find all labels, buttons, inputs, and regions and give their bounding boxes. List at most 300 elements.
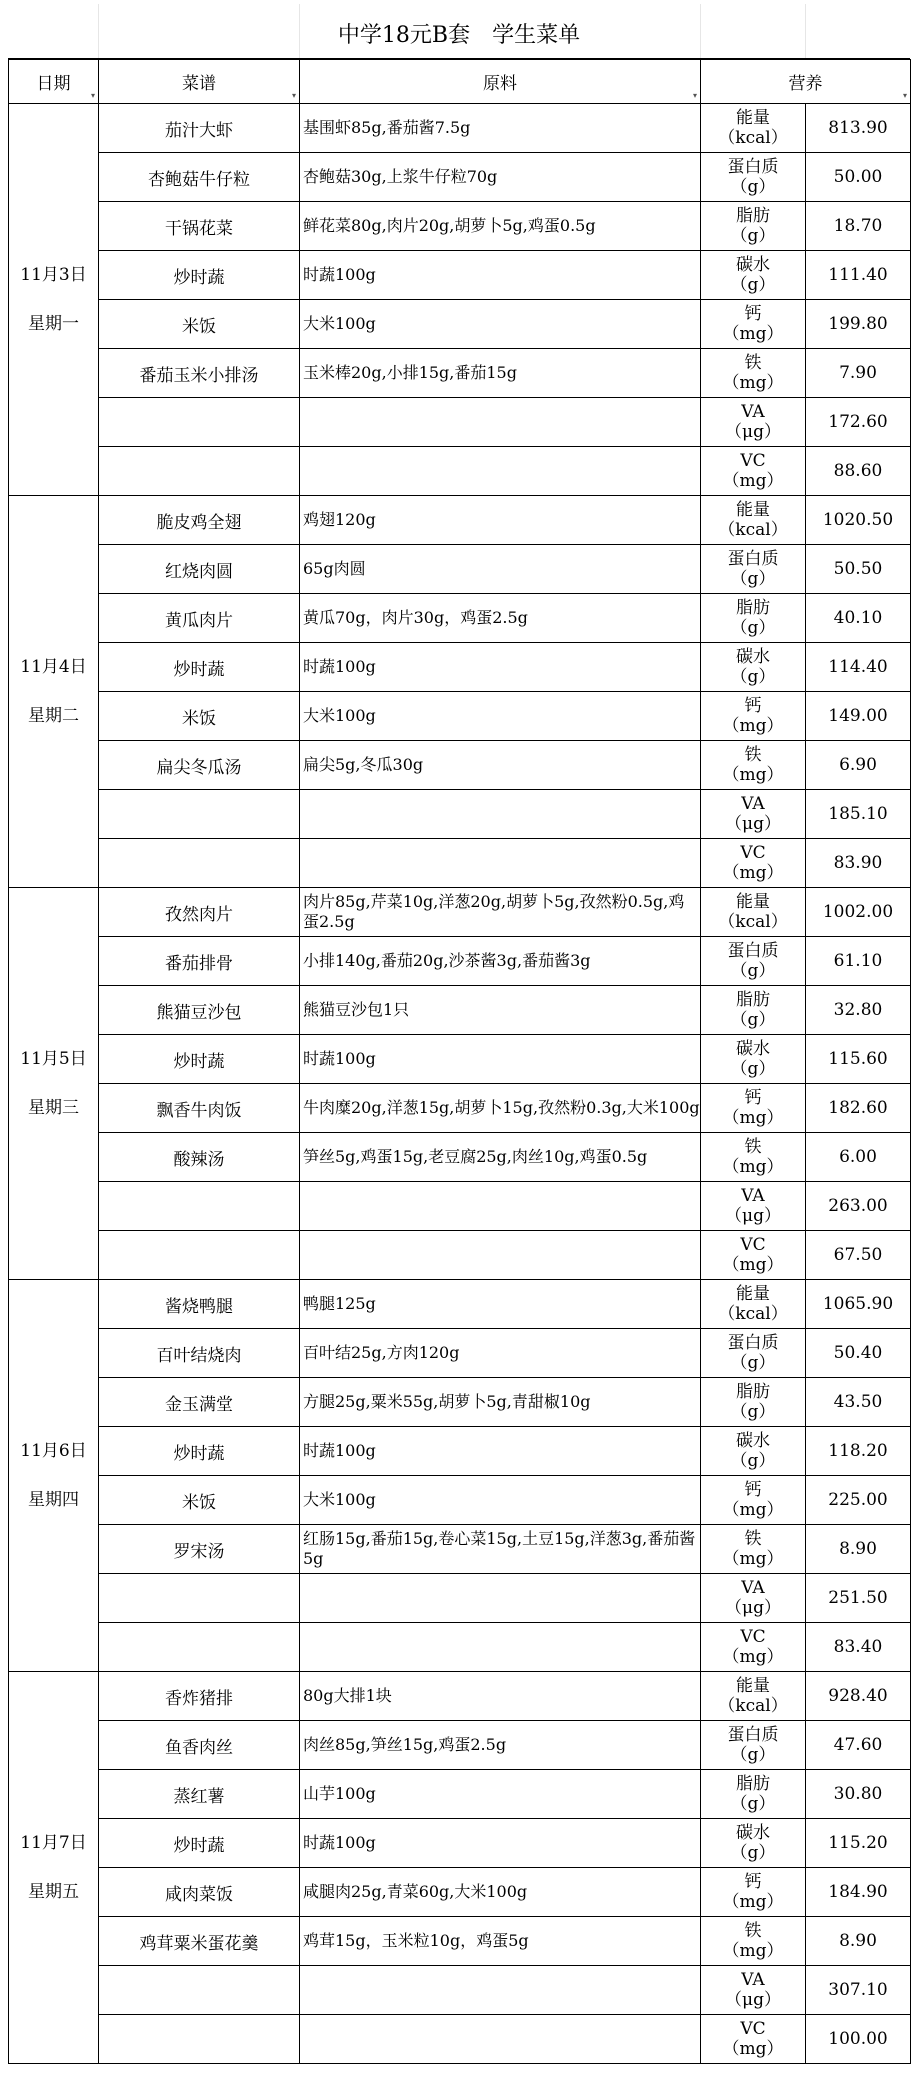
menu-row: [9, 398, 911, 447]
dish-ingredients[interactable]: [300, 1182, 701, 1231]
dish-name[interactable]: 鸡茸粟米蛋花羹: [99, 1917, 300, 1966]
dish-name[interactable]: 茄汁大虾: [99, 104, 300, 153]
nutrient-unit: （g）: [730, 1010, 776, 1030]
menu-row: [9, 153, 911, 202]
nutrient-unit: （mg）: [722, 1255, 784, 1275]
dish-name[interactable]: [99, 398, 300, 447]
dish-name[interactable]: 米饭: [99, 692, 300, 741]
nutrient-unit: （mg）: [722, 716, 784, 736]
nutrient-label[interactable]: [701, 545, 806, 594]
nutrient-value[interactable]: 50.40: [806, 1329, 911, 1378]
menu-row: [9, 1280, 911, 1329]
menu-row: [9, 1035, 911, 1084]
header-nutrition[interactable]: 营养 ▾: [701, 60, 911, 104]
nutrient-value[interactable]: 307.10: [806, 1966, 911, 2015]
nutrient-label[interactable]: [701, 1182, 806, 1231]
dish-name[interactable]: [99, 1574, 300, 1623]
day-date: 11月6日: [20, 1440, 87, 1461]
menu-row: [9, 1966, 911, 2015]
nutrient-value[interactable]: 111.40: [806, 251, 911, 300]
nutrient-name: VC: [740, 1627, 766, 1647]
day-cell[interactable]: [9, 1280, 99, 1672]
nutrient-value[interactable]: 83.40: [806, 1623, 911, 1672]
dish-ingredients[interactable]: 肉片85g,芹菜10g,洋葱20g,胡萝卜5g,孜然粉0.5g,鸡蛋2.5g: [300, 888, 701, 937]
menu-row: [9, 2015, 911, 2064]
nutrient-unit: （g）: [730, 226, 776, 246]
nutrient-unit: （g）: [730, 618, 776, 638]
nutrient-name: 能量: [736, 892, 770, 912]
dish-name[interactable]: 番茄排骨: [99, 937, 300, 986]
nutrient-value[interactable]: 8.90: [806, 1917, 911, 1966]
dish-name[interactable]: 炒时蔬: [99, 1035, 300, 1084]
nutrient-label[interactable]: [701, 153, 806, 202]
dish-name[interactable]: 罗宋汤: [99, 1525, 300, 1574]
nutrient-label[interactable]: [701, 1574, 806, 1623]
nutrient-value[interactable]: 928.40: [806, 1672, 911, 1721]
nutrient-unit: （μg）: [725, 1206, 781, 1226]
dish-name[interactable]: 扁尖冬瓜汤: [99, 741, 300, 790]
dish-ingredients[interactable]: [300, 839, 701, 888]
menu-row: [9, 1182, 911, 1231]
day-date: 11月7日: [20, 1832, 87, 1853]
dish-ingredients[interactable]: 时蔬100g: [300, 643, 701, 692]
dish-name[interactable]: [99, 790, 300, 839]
nutrient-label[interactable]: [701, 1280, 806, 1329]
dish-name[interactable]: 炒时蔬: [99, 1427, 300, 1476]
menu-row: [9, 1770, 911, 1819]
dish-ingredients[interactable]: [300, 398, 701, 447]
nutrient-label[interactable]: [701, 741, 806, 790]
nutrient-label[interactable]: [701, 251, 806, 300]
dish-name[interactable]: 香炸猪排: [99, 1672, 300, 1721]
menu-row: [9, 1623, 911, 1672]
nutrient-unit: （mg）: [722, 373, 784, 393]
menu-row: [9, 888, 911, 937]
nutrient-value[interactable]: 149.00: [806, 692, 911, 741]
nutrient-label[interactable]: [701, 1133, 806, 1182]
nutrient-label[interactable]: [701, 1770, 806, 1819]
menu-row: [9, 1574, 911, 1623]
nutrient-label[interactable]: [701, 104, 806, 153]
nutrient-unit: （mg）: [722, 1549, 784, 1569]
day-date: 11月3日: [20, 264, 87, 285]
dish-name[interactable]: 干锅花菜: [99, 202, 300, 251]
dish-ingredients[interactable]: 红肠15g,番茄15g,卷心菜15g,土豆15g,洋葱3g,番茄酱5g: [300, 1525, 701, 1574]
nutrient-value[interactable]: 114.40: [806, 643, 911, 692]
dish-ingredients[interactable]: 时蔬100g: [300, 1819, 701, 1868]
nutrient-value[interactable]: 18.70: [806, 202, 911, 251]
nutrient-value[interactable]: 185.10: [806, 790, 911, 839]
nutrient-label[interactable]: [701, 1917, 806, 1966]
nutrient-name: 铁: [744, 1529, 762, 1549]
nutrient-label[interactable]: [701, 986, 806, 1035]
nutrient-label[interactable]: [701, 888, 806, 937]
dish-name[interactable]: 酸辣汤: [99, 1133, 300, 1182]
nutrient-label[interactable]: [701, 1035, 806, 1084]
nutrient-unit: （g）: [730, 1402, 776, 1422]
menu-row: [9, 1133, 911, 1182]
nutrient-unit: （mg）: [722, 765, 784, 785]
nutrient-name: 脂肪: [736, 1774, 770, 1794]
nutrient-label[interactable]: [701, 790, 806, 839]
nutrient-value[interactable]: 184.90: [806, 1868, 911, 1917]
dish-name[interactable]: 黄瓜肉片: [99, 594, 300, 643]
dish-ingredients[interactable]: 65g肉圆: [300, 545, 701, 594]
nutrient-name: 铁: [744, 745, 762, 765]
nutrient-value[interactable]: 263.00: [806, 1182, 911, 1231]
dish-ingredients[interactable]: 熊猫豆沙包1只: [300, 986, 701, 1035]
nutrient-value[interactable]: 199.80: [806, 300, 911, 349]
dish-ingredients[interactable]: 杏鲍菇30g,上浆牛仔粒70g: [300, 153, 701, 202]
nutrient-label[interactable]: [701, 1231, 806, 1280]
nutrient-label[interactable]: [701, 1819, 806, 1868]
header-dish[interactable]: 菜谱 ▾: [99, 60, 300, 104]
nutrient-value[interactable]: 7.90: [806, 349, 911, 398]
nutrient-name: VA: [741, 1970, 765, 1990]
nutrient-value[interactable]: 6.90: [806, 741, 911, 790]
dish-name[interactable]: [99, 1182, 300, 1231]
nutrient-value[interactable]: 50.50: [806, 545, 911, 594]
menu-sheet: [8, 4, 910, 2064]
nutrient-label[interactable]: [701, 496, 806, 545]
menu-row: [9, 1427, 911, 1476]
nutrient-name: VC: [740, 1235, 766, 1255]
menu-row: [9, 545, 911, 594]
nutrient-value[interactable]: 40.10: [806, 594, 911, 643]
dish-ingredients[interactable]: 大米100g: [300, 692, 701, 741]
nutrient-name: 蛋白质: [727, 157, 779, 177]
dish-ingredients[interactable]: [300, 790, 701, 839]
dish-ingredients[interactable]: 玉米棒20g,小排15g,番茄15g: [300, 349, 701, 398]
title-row: [8, 4, 910, 59]
menu-row: [9, 594, 911, 643]
nutrient-label[interactable]: [701, 1721, 806, 1770]
dish-name[interactable]: [99, 1966, 300, 2015]
menu-row: [9, 496, 911, 545]
day-cell[interactable]: [9, 104, 99, 496]
nutrient-value[interactable]: 100.00: [806, 2015, 911, 2064]
menu-row: [9, 1721, 911, 1770]
dish-ingredients[interactable]: [300, 2015, 701, 2064]
nutrient-name: 碳水: [736, 1431, 770, 1451]
nutrient-unit: （kcal）: [718, 128, 788, 148]
header-ingredients[interactable]: 原料 ▾: [300, 60, 701, 104]
dish-name[interactable]: [99, 1231, 300, 1280]
nutrient-value[interactable]: 32.80: [806, 986, 911, 1035]
nutrient-name: 蛋白质: [727, 1333, 779, 1353]
dish-ingredients[interactable]: 鲜花菜80g,肉片20g,胡萝卜5g,鸡蛋0.5g: [300, 202, 701, 251]
nutrient-name: VC: [740, 843, 766, 863]
menu-row: [9, 104, 911, 153]
nutrient-value[interactable]: 115.20: [806, 1819, 911, 1868]
nutrient-unit: （g）: [730, 177, 776, 197]
dish-name[interactable]: 咸肉菜饭: [99, 1868, 300, 1917]
nutrient-unit: （mg）: [722, 1941, 784, 1961]
nutrient-unit: （g）: [730, 275, 776, 295]
menu-row: [9, 986, 911, 1035]
nutrient-unit: （kcal）: [718, 1304, 788, 1324]
menu-row: [9, 251, 911, 300]
nutrient-name: 铁: [744, 1137, 762, 1157]
day-cell[interactable]: [9, 1672, 99, 2064]
nutrient-label[interactable]: [701, 1623, 806, 1672]
nutrient-name: 碳水: [736, 1823, 770, 1843]
nutrient-value[interactable]: 1065.90: [806, 1280, 911, 1329]
menu-row: [9, 202, 911, 251]
nutrient-unit: （μg）: [725, 814, 781, 834]
nutrient-name: 蛋白质: [727, 549, 779, 569]
nutrient-name: 能量: [736, 1676, 770, 1696]
dish-ingredients[interactable]: [300, 1231, 701, 1280]
menu-row: [9, 1378, 911, 1427]
nutrient-unit: （mg）: [722, 324, 784, 344]
nutrient-name: VA: [741, 1186, 765, 1206]
nutrient-name: 脂肪: [736, 598, 770, 618]
nutrient-label[interactable]: [701, 839, 806, 888]
nutrient-unit: （kcal）: [718, 912, 788, 932]
dish-name[interactable]: 熊猫豆沙包: [99, 986, 300, 1035]
filter-dropdown-icon[interactable]: ▾: [692, 91, 697, 100]
menu-row: [9, 1084, 911, 1133]
nutrient-name: VC: [740, 2019, 766, 2039]
nutrient-name: 碳水: [736, 1039, 770, 1059]
menu-title: 中学18元B套 学生菜单: [337, 23, 581, 48]
nutrient-name: 能量: [736, 500, 770, 520]
nutrient-unit: （g）: [730, 1843, 776, 1863]
dish-ingredients[interactable]: 鸡翅120g: [300, 496, 701, 545]
dish-name[interactable]: 鱼香肉丝: [99, 1721, 300, 1770]
dish-ingredients[interactable]: [300, 1966, 701, 2015]
nutrient-label[interactable]: [701, 1868, 806, 1917]
nutrient-unit: （kcal）: [718, 1696, 788, 1716]
nutrient-name: VC: [740, 451, 766, 471]
nutrient-value[interactable]: 8.90: [806, 1525, 911, 1574]
nutrient-unit: （μg）: [725, 1990, 781, 2010]
nutrient-label[interactable]: [701, 643, 806, 692]
menu-row: [9, 937, 911, 986]
nutrient-unit: （g）: [730, 1794, 776, 1814]
nutrient-unit: （g）: [730, 1353, 776, 1373]
menu-row: [9, 741, 911, 790]
nutrient-name: 脂肪: [736, 990, 770, 1010]
nutrient-unit: （mg）: [722, 863, 784, 883]
nutrient-name: 蛋白质: [727, 941, 779, 961]
dish-name[interactable]: 蒸红薯: [99, 1770, 300, 1819]
nutrient-value[interactable]: 251.50: [806, 1574, 911, 1623]
dish-name[interactable]: 米饭: [99, 300, 300, 349]
dish-ingredients[interactable]: 鸭腿125g: [300, 1280, 701, 1329]
dish-ingredients[interactable]: 大米100g: [300, 300, 701, 349]
nutrient-label[interactable]: [701, 594, 806, 643]
nutrient-value[interactable]: 50.00: [806, 153, 911, 202]
menu-row: [9, 1231, 911, 1280]
nutrient-name: VA: [741, 402, 765, 422]
menu-row: [9, 692, 911, 741]
dish-name[interactable]: [99, 2015, 300, 2064]
nutrient-name: 能量: [736, 1284, 770, 1304]
dish-name[interactable]: 炒时蔬: [99, 251, 300, 300]
nutrient-label[interactable]: [701, 692, 806, 741]
nutrient-label[interactable]: [701, 1427, 806, 1476]
nutrient-value[interactable]: 1020.50: [806, 496, 911, 545]
day-date: 11月5日: [20, 1048, 87, 1069]
day-weekday: 星期五: [28, 1881, 79, 1902]
header-row: [9, 60, 911, 104]
nutrient-value[interactable]: 83.90: [806, 839, 911, 888]
dish-name[interactable]: [99, 447, 300, 496]
nutrient-value[interactable]: 88.60: [806, 447, 911, 496]
nutrient-name: 钙: [744, 696, 762, 716]
menu-row: [9, 300, 911, 349]
dish-name[interactable]: 百叶结烧肉: [99, 1329, 300, 1378]
day-date: 11月4日: [20, 656, 87, 677]
nutrient-value[interactable]: 1002.00: [806, 888, 911, 937]
dish-name[interactable]: [99, 839, 300, 888]
nutrient-unit: （mg）: [722, 2039, 784, 2059]
nutrient-unit: （mg）: [722, 1500, 784, 1520]
nutrient-unit: （kcal）: [718, 520, 788, 540]
nutrient-name: VA: [741, 1578, 765, 1598]
nutrient-unit: （μg）: [725, 1598, 781, 1618]
menu-row: [9, 447, 911, 496]
nutrient-unit: （μg）: [725, 422, 781, 442]
dish-ingredients[interactable]: 80g大排1块: [300, 1672, 701, 1721]
dish-ingredients[interactable]: 方腿25g,粟米55g,胡萝卜5g,青甜椒10g: [300, 1378, 701, 1427]
dish-ingredients[interactable]: 小排140g,番茄20g,沙茶酱3g,番茄酱3g: [300, 937, 701, 986]
nutrient-value[interactable]: 67.50: [806, 1231, 911, 1280]
day-weekday: 星期四: [28, 1489, 79, 1510]
nutrient-value[interactable]: 30.80: [806, 1770, 911, 1819]
nutrient-label[interactable]: [701, 1476, 806, 1525]
nutrient-unit: （g）: [730, 1745, 776, 1765]
nutrient-label[interactable]: [701, 1672, 806, 1721]
nutrient-label[interactable]: [701, 1966, 806, 2015]
nutrient-name: 钙: [744, 304, 762, 324]
nutrient-label[interactable]: [701, 1525, 806, 1574]
nutrient-unit: （g）: [730, 569, 776, 589]
dish-name[interactable]: 脆皮鸡全翅: [99, 496, 300, 545]
dish-ingredients[interactable]: 百叶结25g,方肉120g: [300, 1329, 701, 1378]
menu-row: [9, 643, 911, 692]
nutrient-unit: （mg）: [722, 471, 784, 491]
dish-ingredients[interactable]: 扁尖5g,冬瓜30g: [300, 741, 701, 790]
nutrient-value[interactable]: 43.50: [806, 1378, 911, 1427]
nutrient-unit: （g）: [730, 1059, 776, 1079]
dish-name[interactable]: 杏鲍菇牛仔粒: [99, 153, 300, 202]
nutrient-unit: （g）: [730, 961, 776, 981]
dish-ingredients[interactable]: [300, 447, 701, 496]
dish-ingredients[interactable]: 鸡茸15g，玉米粒10g，鸡蛋5g: [300, 1917, 701, 1966]
nutrient-name: 钙: [744, 1480, 762, 1500]
nutrient-unit: （g）: [730, 667, 776, 687]
dish-name[interactable]: 飘香牛肉饭: [99, 1084, 300, 1133]
nutrient-name: 蛋白质: [727, 1725, 779, 1745]
dish-ingredients[interactable]: 时蔬100g: [300, 1035, 701, 1084]
dish-name[interactable]: [99, 1623, 300, 1672]
dish-name[interactable]: 孜然肉片: [99, 888, 300, 937]
dish-ingredients[interactable]: 大米100g: [300, 1476, 701, 1525]
nutrient-label[interactable]: [701, 1378, 806, 1427]
nutrient-unit: （g）: [730, 1451, 776, 1471]
menu-row: [9, 349, 911, 398]
dish-ingredients[interactable]: 笋丝5g,鸡蛋15g,老豆腐25g,肉丝10g,鸡蛋0.5g: [300, 1133, 701, 1182]
menu-row: [9, 839, 911, 888]
dish-ingredients[interactable]: [300, 1623, 701, 1672]
nutrient-name: 碳水: [736, 255, 770, 275]
menu-table: [8, 59, 911, 2064]
nutrient-name: VA: [741, 794, 765, 814]
dish-name[interactable]: 米饭: [99, 1476, 300, 1525]
menu-row: [9, 1819, 911, 1868]
nutrient-value[interactable]: 182.60: [806, 1084, 911, 1133]
menu-row: [9, 1868, 911, 1917]
filter-dropdown-icon[interactable]: ▾: [90, 91, 95, 100]
nutrient-value[interactable]: 47.60: [806, 1721, 911, 1770]
dish-name[interactable]: 金玉满堂: [99, 1378, 300, 1427]
header-date[interactable]: 日期 ▾: [9, 60, 99, 104]
menu-row: [9, 790, 911, 839]
nutrient-label[interactable]: [701, 447, 806, 496]
nutrient-label[interactable]: [701, 398, 806, 447]
filter-dropdown-icon[interactable]: ▾: [291, 91, 296, 100]
dish-name[interactable]: 炒时蔬: [99, 643, 300, 692]
dish-ingredients[interactable]: 咸腿肉25g,青菜60g,大米100g: [300, 1868, 701, 1917]
dish-ingredients[interactable]: [300, 1574, 701, 1623]
nutrient-value[interactable]: 813.90: [806, 104, 911, 153]
nutrient-value[interactable]: 61.10: [806, 937, 911, 986]
nutrient-value[interactable]: 115.60: [806, 1035, 911, 1084]
nutrient-value[interactable]: 118.20: [806, 1427, 911, 1476]
dish-ingredients[interactable]: 时蔬100g: [300, 1427, 701, 1476]
nutrient-label[interactable]: [701, 349, 806, 398]
nutrient-name: 碳水: [736, 647, 770, 667]
nutrient-value[interactable]: 172.60: [806, 398, 911, 447]
nutrient-name: 钙: [744, 1872, 762, 1892]
day-cell[interactable]: [9, 496, 99, 888]
nutrient-label[interactable]: [701, 2015, 806, 2064]
menu-row: [9, 1476, 911, 1525]
nutrient-unit: （mg）: [722, 1157, 784, 1177]
dish-ingredients[interactable]: 时蔬100g: [300, 251, 701, 300]
nutrient-label[interactable]: [701, 1329, 806, 1378]
dish-ingredients[interactable]: 黄瓜70g，肉片30g，鸡蛋2.5g: [300, 594, 701, 643]
nutrient-value[interactable]: 6.00: [806, 1133, 911, 1182]
day-weekday: 星期三: [28, 1097, 79, 1118]
nutrient-value[interactable]: 225.00: [806, 1476, 911, 1525]
nutrient-label[interactable]: [701, 1084, 806, 1133]
nutrient-label[interactable]: [701, 937, 806, 986]
nutrient-label[interactable]: [701, 202, 806, 251]
dish-ingredients[interactable]: 山芋100g: [300, 1770, 701, 1819]
nutrient-name: 铁: [744, 353, 762, 373]
day-weekday: 星期一: [28, 313, 79, 334]
dish-ingredients[interactable]: 肉丝85g,笋丝15g,鸡蛋2.5g: [300, 1721, 701, 1770]
day-weekday: 星期二: [28, 705, 79, 726]
nutrient-name: 脂肪: [736, 206, 770, 226]
nutrient-name: 能量: [736, 108, 770, 128]
dish-name[interactable]: 炒时蔬: [99, 1819, 300, 1868]
dish-ingredients[interactable]: 基围虾85g,番茄酱7.5g: [300, 104, 701, 153]
dish-name[interactable]: 红烧肉圆: [99, 545, 300, 594]
dish-ingredients[interactable]: 牛肉糜20g,洋葱15g,胡萝卜15g,孜然粉0.3g,大米100g: [300, 1084, 701, 1133]
nutrient-label[interactable]: [701, 300, 806, 349]
filter-dropdown-icon[interactable]: ▾: [902, 91, 907, 100]
nutrient-name: 铁: [744, 1921, 762, 1941]
dish-name[interactable]: 番茄玉米小排汤: [99, 349, 300, 398]
nutrient-unit: （mg）: [722, 1892, 784, 1912]
dish-name[interactable]: 酱烧鸭腿: [99, 1280, 300, 1329]
day-cell[interactable]: [9, 888, 99, 1280]
